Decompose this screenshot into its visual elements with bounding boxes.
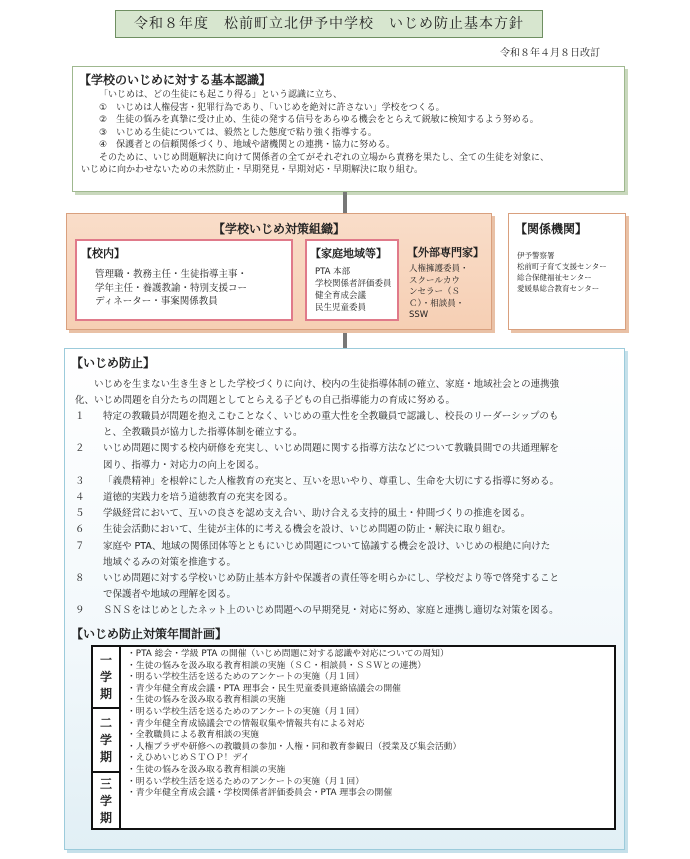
prevention-item — [75, 490, 620, 506]
plan-line: ・えひめいじめＳＴＯＰ！デイ — [127, 753, 250, 764]
term-column — [93, 647, 121, 828]
school-members-box — [75, 239, 293, 321]
bullying-prevention-title: 【いじめ防止】 — [71, 356, 156, 370]
plan-line: ・人権プラザや研修への教職員の参加・人権・同和教育参観日（授業及び集会活動） — [127, 741, 462, 752]
family-member-line: PTA 本部 — [315, 267, 351, 277]
item-line: 家庭や PTA、地域の関係団体等とともにいじめ問題について協議する機会を設け、いじめの根絶に向けた — [103, 540, 551, 552]
prevention-intro-line: いじめを生まない生き生きとした学校づくりに向け、校内の生徒指導体制の確立、家庭・地域社会との連携強 — [75, 379, 560, 390]
plan-line: ・青少年健全育成協議会での情報収集や情報共有による対応 — [127, 718, 365, 729]
term-char: 学 — [99, 732, 112, 747]
item-line: いじめ問題に関する校内研修を充実し、いじめ問題に関する指導方法などについて教職員間での共通理解を — [103, 443, 559, 455]
item-number: ３ — [75, 475, 85, 487]
annual-plan-title: 【いじめ防止対策年間計画】 — [71, 627, 228, 641]
plan-line: ・PTA 総会・学級 PTA の開催（いじめ問題に対する認識や対応についての周知） — [127, 649, 449, 659]
item-line: 地域ぐるみの対策を推進する。 — [103, 556, 237, 568]
external-member-line: SSW — [409, 310, 429, 320]
term-char: 期 — [99, 686, 112, 701]
term-char: 一 — [99, 652, 112, 667]
item-number: ６ — [75, 524, 85, 536]
item-line: ＳＮＳをはじめとしたネット上のいじめ問題への早期発見・対応に努め、家庭と連携し適切な対策を図る。 — [103, 605, 559, 617]
basic-line: いじめに向かわせないための未然防止・早期発見・早期対応・早期解決に取り組む。 — [81, 165, 424, 175]
item-line: 「義農精神」を根幹にした人権教育の充実と、互いを思いやり、尊重し、生命を大切にする指導に努める。 — [103, 475, 560, 487]
related-organizations-list — [517, 250, 607, 294]
plan-line: ・明るい学校生活を送るためのアンケートの実施（月１回） — [127, 776, 364, 787]
related-organization-line: 伊予警察署 — [517, 251, 555, 260]
prevention-item — [75, 603, 620, 619]
related-organizations-box — [508, 213, 626, 330]
item-line: 図り、指導力・対応力の向上を図る。 — [103, 459, 265, 471]
item-number: ５ — [75, 508, 85, 520]
term-third — [93, 773, 119, 830]
family-community-box — [305, 239, 399, 321]
plan-line: ・明るい学校生活を送るためのアンケートの実施（月１回） — [127, 672, 364, 683]
plan-line: ・生徒の悩みを汲み取る教育相談の実施 — [127, 764, 286, 775]
term-char: 期 — [99, 811, 112, 825]
basic-line: そのために、いじめ問題解決に向けて関係者の全てがそれぞれの立場から責務を果たし、全ての生徒を対象に、 — [99, 152, 550, 163]
external-member-line: ンセラー（Ｓ — [409, 287, 461, 297]
item-number: ９ — [75, 605, 85, 617]
school-members-list — [95, 268, 247, 309]
external-experts-title: 【外部専門家】 — [407, 246, 484, 259]
term-char: 学 — [99, 794, 112, 808]
related-organization-line: 総合保健福祉センター — [517, 273, 592, 282]
connector-line — [343, 192, 347, 213]
external-member-line: スクールカウ — [409, 275, 460, 286]
bullying-prevention-section — [64, 348, 625, 850]
basic-line: ② 生徒の悩みを真摯に受け止め、生徒の発する信号をあらゆる機会をとらえて鋭敏に検知するよう努める。 — [99, 115, 539, 125]
annual-plan-table — [91, 645, 616, 830]
item-number: ２ — [75, 443, 85, 455]
prevention-item — [75, 571, 620, 603]
related-organization-line: 松前町子育て支援センター — [517, 262, 607, 271]
family-member-line: 健全育成会議 — [315, 291, 367, 301]
item-line: で保護者や地域の理解を図る。 — [103, 589, 237, 601]
item-line: 生徒会活動において、生徒が主体的に考える機会を設け、いじめ問題の防止・解決に取り組む。 — [103, 524, 511, 536]
prevention-item — [75, 474, 620, 490]
item-line: と、全教職員が協力した指導体制を確立する。 — [103, 427, 303, 439]
family-member-line: 民生児童委員 — [315, 303, 367, 313]
organization-title: 【学校いじめ対策組織】 — [212, 222, 345, 236]
basic-line: ③ いじめる生徒については、毅然とした態度で粘り強く指導する。 — [99, 127, 377, 138]
external-member-line: Ｃ）・相談員・ — [409, 298, 465, 309]
connector-line — [343, 330, 347, 348]
term-char: 三 — [99, 777, 112, 791]
basic-recognition-title: 【学校のいじめに対する基本認識】 — [79, 73, 272, 87]
prevention-item — [75, 539, 620, 571]
annual-plan-list — [127, 649, 613, 800]
plan-line: ・明るい学校生活を送るためのアンケートの実施（月１回） — [127, 706, 364, 717]
prevention-item — [75, 409, 620, 441]
item-number: ４ — [75, 492, 85, 504]
school-members-title: 【校内】 — [81, 247, 125, 260]
related-organization-line: 愛媛県総合教育センター — [517, 284, 600, 293]
family-member-line: 学校関係者評価委員 — [315, 279, 392, 289]
item-number: ７ — [75, 540, 85, 552]
prevention-list — [75, 409, 620, 620]
anti-bullying-organization — [66, 213, 492, 330]
term-second — [93, 709, 119, 773]
family-community-list — [315, 266, 392, 314]
school-member-line: 管理職・教務主任・生徒指導主事・ — [95, 269, 248, 280]
term-first — [93, 647, 119, 709]
basic-line: 「いじめは、どの生徒にも起こり得る」という認識に立ち、 — [99, 90, 343, 100]
page-title: 令和８年度 松前町立北伊予中学校 いじめ防止基本方針 — [115, 10, 543, 38]
basic-line: ④ 保護者との信頼関係づくり、地域や諸機関との連携・協力に努める。 — [99, 140, 396, 150]
item-number: １ — [75, 411, 85, 422]
related-organizations-title: 【関係機関】 — [515, 222, 588, 236]
school-member-line: 学年主任・養護教諭・特別支援コー — [95, 282, 248, 294]
term-char: 二 — [99, 715, 112, 730]
school-member-line: ディネーター・事案関係教員 — [95, 296, 218, 307]
basic-recognition-body — [81, 89, 621, 177]
item-number: ８ — [75, 573, 85, 585]
item-line: 学級経営において、互いの良さを認め支え合い、助け合える支持的風土・仲間づくりの推進を図る。 — [103, 508, 531, 520]
revised-date: 令和８年４月８日改訂 — [500, 48, 600, 59]
prevention-item — [75, 506, 620, 522]
prevention-intro-line: 化、いじめ問題を自分たちの問題としてとらえる子どもの自己指導能力の育成に努める。 — [75, 395, 456, 406]
external-member-line: 人権擁護委員・ — [409, 264, 469, 274]
external-experts-list — [409, 264, 469, 322]
family-community-title: 【家庭地域等】 — [310, 247, 387, 260]
prevention-item — [75, 441, 620, 473]
item-line: 特定の教職員が問題を抱えこむことなく、いじめの重大性を全教職員で認識し、校長のリーダーシップのも — [103, 411, 559, 422]
plan-line: ・青少年健全育成会議・学校関係者評価委員会・PTA 理事会の開催 — [127, 788, 393, 799]
plan-line: ・生徒の悩みを汲み取る教育相談の実施（ＳＣ・相談員・ＳＳＷとの連携） — [127, 660, 427, 671]
item-line: 道徳的実践力を培う道徳教育の充実を図る。 — [103, 492, 294, 504]
term-char: 期 — [99, 749, 112, 764]
prevention-intro — [75, 377, 620, 409]
prevention-item — [75, 522, 620, 538]
plan-line: ・全教職員による教育相談の実施 — [127, 730, 259, 741]
basic-recognition-section — [72, 66, 625, 192]
item-line: いじめ問題に対する学校いじめ防止基本方針や保護者の責任等を明らかにし、学校だより等で啓発すること — [103, 573, 560, 585]
plan-line: ・青少年健全育成会議・PTA 理事会・民生児童委員連絡協議会の開催 — [127, 683, 401, 694]
plan-line: ・生徒の悩みを汲み取る教育相談の実施 — [127, 695, 286, 706]
basic-line: ① いじめは人権侵害・犯罪行為であり、「いじめを絶対に許さない」学校をつくる。 — [99, 102, 445, 113]
term-char: 学 — [99, 669, 112, 684]
